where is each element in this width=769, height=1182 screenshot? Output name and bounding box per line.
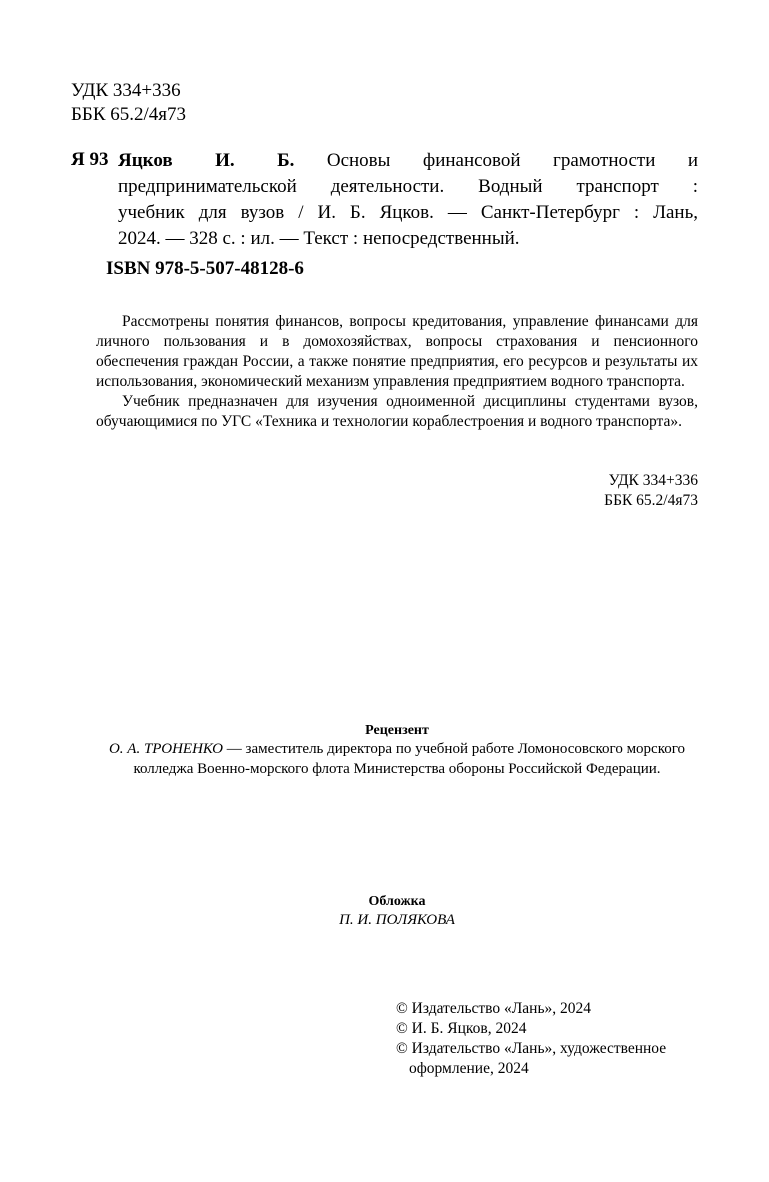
- annotation: [96, 312, 698, 432]
- biblio-line-4: 2024. — 328 с. : ил. — Текст : непосредственный.: [118, 228, 520, 249]
- author-name: Яцков И. Б.: [118, 150, 295, 171]
- classification-codes: [604, 471, 698, 511]
- copyright-line-2: © И. Б. Яцков, 2024: [396, 1020, 527, 1037]
- cover-heading: Обложка: [368, 894, 426, 909]
- bibliographic-description: [118, 148, 698, 226]
- bbk-code-right: ББК 65.2/4я73: [604, 492, 698, 509]
- reviewer-organization: колледжа Военно-морского флота Министерства обороны Российской Федерации.: [133, 761, 661, 777]
- author-mark: Я 93: [71, 149, 109, 170]
- book-title-start: Основы финансовой грамотности и: [294, 150, 698, 171]
- copyright-line-4: оформление, 2024: [409, 1060, 529, 1077]
- bbk-code: ББК 65.2/4я73: [71, 104, 187, 125]
- reviewer-name: О. А. ТРОНЕНКО: [108, 741, 224, 757]
- copyright-line-1: © Издательство «Лань», 2024: [396, 1000, 592, 1017]
- reviewer-heading: Рецензент: [365, 723, 429, 738]
- udk-code-right: УДК 334+336: [608, 472, 698, 489]
- reviewer-text: [96, 739, 698, 779]
- annotation-paragraph-1: Рассмотрены понятия финансов, вопросы кредитования, управление финансами для личного пользования и в домохозяйствах, вопросы страхования и пенсионного обеспечения граждан России, а также понятие предприятия, его ресурсов и результаты их использования, экономический механизм управления предприятием водного транспорта.: [96, 313, 698, 390]
- udk-code: УДК 334+336: [71, 80, 181, 101]
- isbn: ISBN 978-5-507-48128-6: [106, 258, 304, 279]
- annotation-paragraph-2: Учебник предназначен для изучения одноименной дисциплины студентами вузов, обучающимися по УГС «Техника и технологии кораблестроения и водного транспорта».: [96, 393, 698, 430]
- biblio-line-3: учебник для вузов / И. Б. Яцков. — Санкт-Петербург : Лань,: [118, 202, 698, 223]
- copyright-line-3: © Издательство «Лань», художественное: [396, 1040, 667, 1057]
- biblio-line-2: предпринимательской деятельности. Водный транспорт :: [118, 176, 698, 197]
- copyright-block: [396, 999, 666, 1079]
- reviewer-position: — заместитель директора по учебной работе Ломоносовского морского: [223, 741, 686, 757]
- cover-designer: П. И. ПОЛЯКОВА: [339, 912, 455, 928]
- biblio-line-1: [118, 148, 698, 174]
